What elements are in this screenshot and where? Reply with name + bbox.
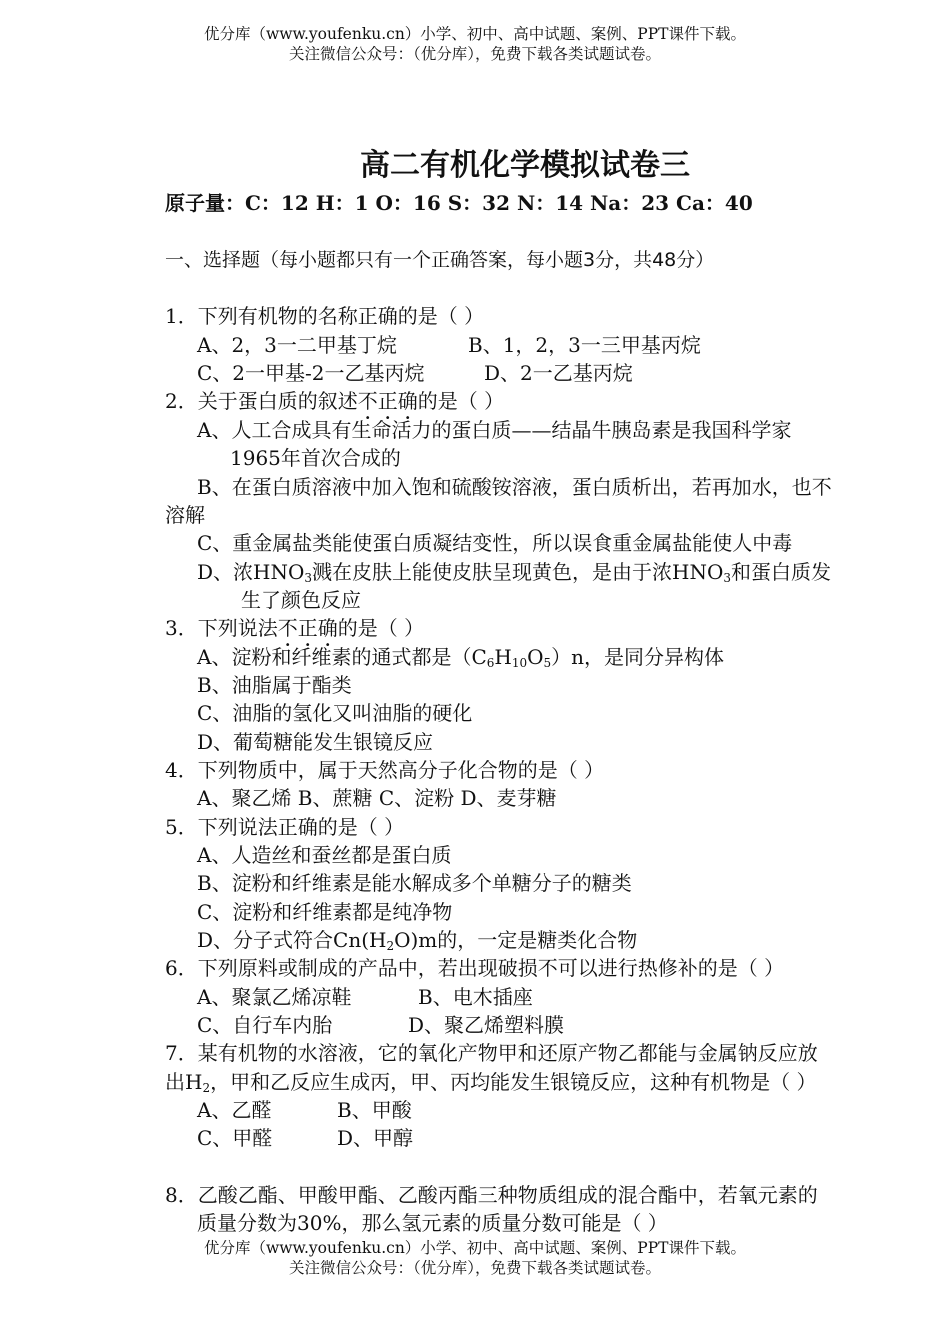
footer-line-2: 关注微信公众号：（优分库），免费下载各类试题试卷。 xyxy=(288,1259,661,1277)
q3-option-d: D、葡萄糖能发生银镜反应 xyxy=(197,730,434,754)
q2-option-a-line1: A、人工合成具有生命活力的蛋白质——结晶牛胰岛素是我国科学家 xyxy=(197,418,792,442)
q8-stem-line1: 8．乙酸乙酯、甲酸甲酯、乙酸丙酯三种物质组成的混合酯中，若氧元素的 xyxy=(165,1183,818,1207)
q2-stem-pre: 2．关于蛋白质的叙述 xyxy=(165,389,358,413)
q2-option-c: C、重金属盐类能使蛋白质凝结变性，所以误食重金属盐能使人中毒 xyxy=(197,531,793,555)
q3-option-a-text-b: H xyxy=(494,645,512,669)
q2-option-d-text-b: 溅在皮肤上能使皮肤呈现黄色，是由于浓HNO xyxy=(312,560,724,584)
q3-stem-post: 的是（ ） xyxy=(337,616,425,640)
q2-option-a-line2: 1965年首次合成的 xyxy=(230,446,401,470)
q7-option-a: A、乙醛 xyxy=(197,1098,272,1122)
q6-option-b: B、电木插座 xyxy=(418,985,533,1009)
q4-options: A、聚乙烯 B、蔗糖 C、淀粉 D、麦芽糖 xyxy=(197,786,557,810)
section-heading: 一、选择题（每小题都只有一个正确答案，每小题3分，共48分） xyxy=(165,249,715,271)
q5-option-d-text-a: D、分子式符合Cn(H xyxy=(197,928,387,952)
q6-option-d: D、聚乙烯塑料膜 xyxy=(408,1013,565,1037)
q1-option-c: C、2一甲基-2一乙基丙烷 xyxy=(197,361,425,385)
q1-stem: 1．下列有机物的名称正确的是（ ） xyxy=(165,304,485,328)
q2-option-d-sub-2: 3 xyxy=(723,571,731,585)
q7-line2-text-a: 出H xyxy=(165,1070,203,1094)
q7-stem-line2 xyxy=(165,1068,816,1096)
q6-option-a: A、聚氯乙烯凉鞋 xyxy=(197,985,352,1009)
q8-stem-line2: 质量分数为30%，那么氢元素的质量分数可能是（ ） xyxy=(197,1211,668,1235)
q5-option-d-text-b: O)m的，一定是糖类化合物 xyxy=(394,928,638,952)
q3-option-a-sub-3: 5 xyxy=(543,656,552,670)
page-footer xyxy=(0,1238,950,1278)
q3-option-a-sub-1: 6 xyxy=(486,656,495,670)
q3-option-a-text-d: ）n，是同分异构体 xyxy=(551,645,725,669)
q2-option-b-line1: B、在蛋白质溶液中加入饱和硫酸铵溶液，蛋白质析出，若再加水，也不 xyxy=(197,475,832,499)
q7-stem-line1: 7．某有机物的水溶液，它的氧化产物甲和还原产物乙都能与金属钠反应放 xyxy=(165,1041,818,1065)
q2-option-b-line2: 溶解 xyxy=(165,503,205,527)
q7-option-c: C、甲醛 xyxy=(197,1126,273,1150)
exam-title: 高二有机化学模拟试卷三 xyxy=(360,148,690,183)
q2-option-d-text-a: D、浓HNO xyxy=(197,560,305,584)
q3-emphasis: 不正确 xyxy=(277,616,338,640)
q6-option-c: C、自行车内胎 xyxy=(197,1013,333,1037)
header-line-2: 关注微信公众号：（优分库），免费下载各类试题试卷。 xyxy=(288,45,661,63)
q5-option-d xyxy=(197,926,637,954)
q5-option-d-sub: 2 xyxy=(386,939,395,953)
q3-option-a-sub-2: 10 xyxy=(511,656,528,670)
q2-option-d-line1 xyxy=(197,558,831,586)
q2-option-d-sub-1: 3 xyxy=(304,571,313,585)
q5-option-b: B、淀粉和纤维素是能水解成多个单糖分子的糖类 xyxy=(197,871,632,895)
atomic-mass: 原子量：C：12 H：1 O：16 S：32 N：14 Na：23 Ca：40 xyxy=(165,191,753,215)
q7-option-b: B、甲酸 xyxy=(337,1098,412,1122)
page-header xyxy=(0,24,950,64)
q2-option-d-line2: 生了颜色反应 xyxy=(241,588,361,612)
q5-stem: 5．下列说法正确的是（ ） xyxy=(165,815,405,839)
q3-option-a-text-c: O xyxy=(527,645,544,669)
q2-stem-post: 的是（ ） xyxy=(417,389,505,413)
q1-option-a: A、2，3一二甲基丁烷 xyxy=(197,333,397,357)
q7-line2-text-b: ，甲和乙反应生成丙，甲、丙均能发生银镜反应，这种有机物是（ ） xyxy=(210,1070,817,1094)
q7-option-d: D、甲醇 xyxy=(337,1126,414,1150)
header-line-1: 优分库（www.youfenku.cn）小学、初中、高中试题、案例、PPT课件下载。 xyxy=(203,25,747,43)
q6-stem: 6．下列原料或制成的产品中，若出现破损不可以进行热修补的是（ ） xyxy=(165,956,785,980)
q3-option-a xyxy=(197,643,724,671)
q1-option-d: D、2一乙基丙烷 xyxy=(484,361,633,385)
footer-line-1: 优分库（www.youfenku.cn）小学、初中、高中试题、案例、PPT课件下载。 xyxy=(203,1239,747,1257)
q7-line2-sub: 2 xyxy=(202,1081,211,1095)
q3-stem-pre: 3．下列说法 xyxy=(165,616,278,640)
q4-stem: 4．下列物质中，属于天然高分子化合物的是（ ） xyxy=(165,758,605,782)
q3-option-a-text-a: A、淀粉和纤维素的通式都是（C xyxy=(197,645,487,669)
q5-option-c: C、淀粉和纤维素都是纯净物 xyxy=(197,900,453,924)
q1-option-b: B、1，2，3一三甲基丙烷 xyxy=(468,333,701,357)
q3-option-b: B、油脂属于酯类 xyxy=(197,673,352,697)
q5-option-a: A、人造丝和蚕丝都是蛋白质 xyxy=(197,843,452,867)
q2-option-d-text-c: 和蛋白质发 xyxy=(731,560,831,584)
q3-option-c: C、油脂的氢化又叫油脂的硬化 xyxy=(197,701,473,725)
q2-emphasis: 不正确 xyxy=(357,389,418,413)
